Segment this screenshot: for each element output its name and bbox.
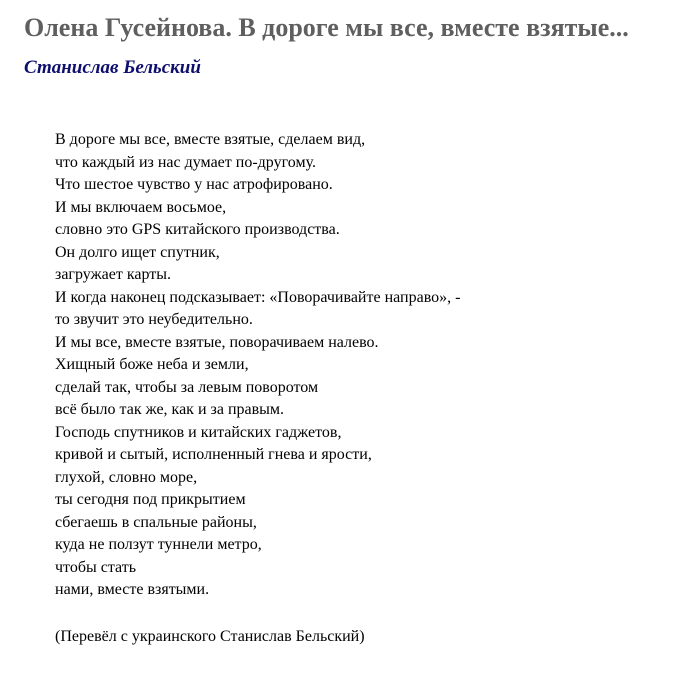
poem-line: ты сегодня под прикрытием <box>55 491 246 508</box>
page-title: Олена Гусейнова. В дороге мы все, вместе взятые... <box>24 13 629 42</box>
translation-note: (Перевёл с украинского Станислав Бельский) <box>55 628 365 645</box>
poem-line: куда не ползут туннели метро, <box>55 536 262 553</box>
poem-line: словно это GPS китайского производства. <box>55 221 340 238</box>
poem-line: Господь спутников и китайских гаджетов, <box>55 423 342 441</box>
poem-line: то звучит это неубедительно. <box>55 311 253 328</box>
poem-line: Что шестое чувство у нас атрофировано. <box>55 176 333 193</box>
poem-line: что каждый из нас думает по-другому. <box>55 153 316 171</box>
poem-line: кривой и сытый, исполненный гнева и ярости, <box>55 446 372 463</box>
poem-line: чтобы стать <box>55 558 136 576</box>
poem-line: сбегаешь в спальные районы, <box>55 513 257 531</box>
poem-line: всё было так же, как и за правым. <box>55 401 285 418</box>
poem-line: загружает карты. <box>55 266 171 283</box>
poem-text <box>55 129 460 602</box>
poem-line: Он долго ищет спутник, <box>55 243 220 261</box>
poem-line: И когда наконец подсказывает: «Поворачивайте направо», - <box>55 288 461 306</box>
author-link[interactable]: Станислав Бельский <box>24 57 201 78</box>
poem-line: И мы включаем восьмое, <box>55 198 227 216</box>
poem-line: нами, вместе взятыми. <box>55 581 210 598</box>
poem-line: сделай так, чтобы за левым поворотом <box>55 378 319 396</box>
poem-line: И мы все, вместе взятые, поворачиваем налево. <box>55 333 379 351</box>
poem-line: Хищный боже неба и земли, <box>55 356 249 373</box>
poem-line: В дороге мы все, вместе взятые, сделаем вид, <box>55 131 366 148</box>
poem-line: глухой, словно море, <box>55 468 198 486</box>
